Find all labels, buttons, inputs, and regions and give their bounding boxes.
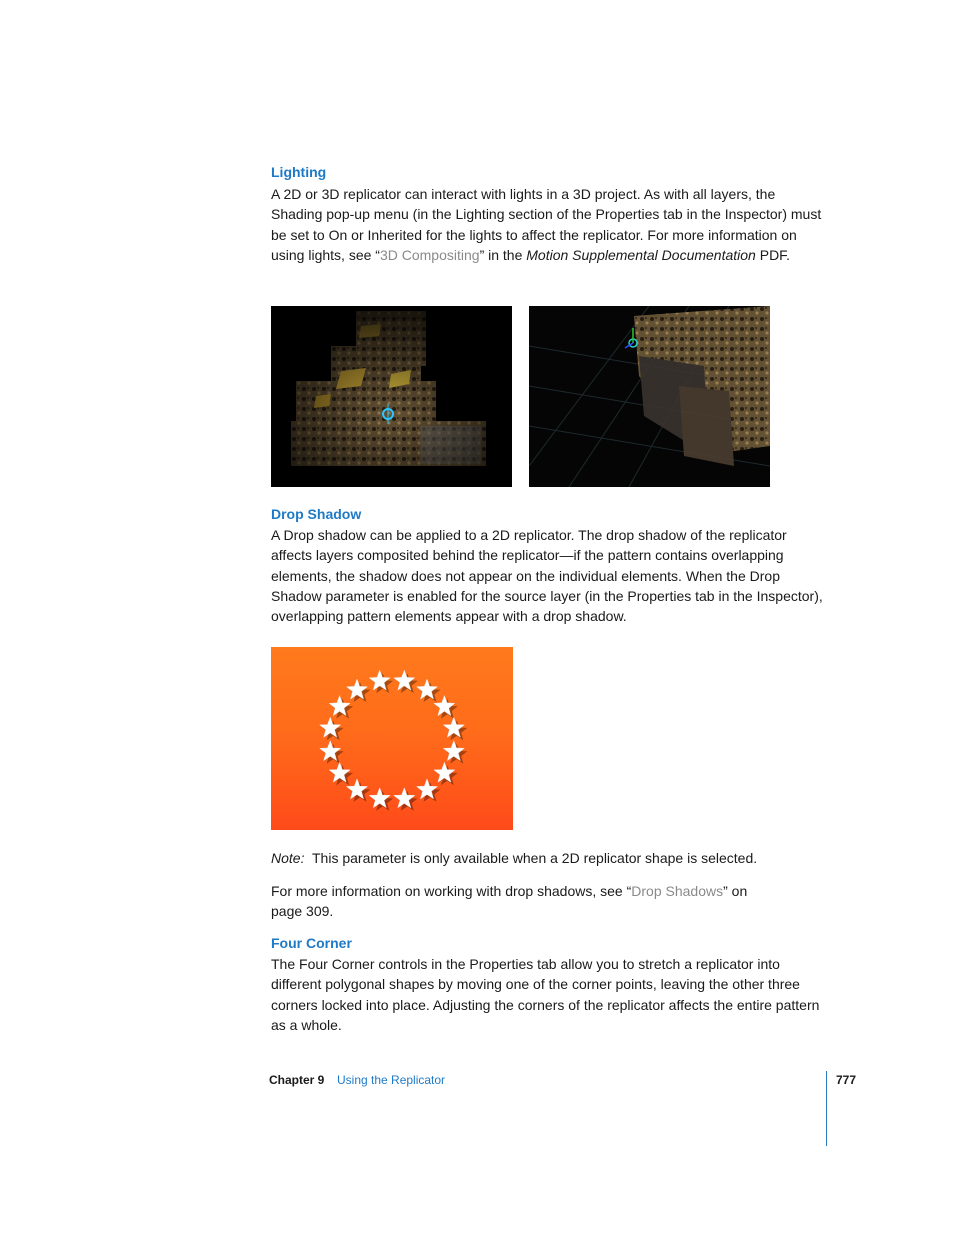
replicator-2d-lighting-image: [271, 306, 512, 487]
drop-shadow-stars-image: [271, 647, 513, 830]
drop-shadows-link[interactable]: Drop Shadows: [631, 883, 724, 899]
more-info-text-end: ” on page 309.: [271, 883, 748, 920]
lighting-paragraph: [271, 184, 826, 265]
four-corner-paragraph: The Four Corner controls in the Properties tab allow you to stretch a replicator into different polygonal shapes by moving one of the corner points, leaving the other three corners locked into place. Adjusting the corners of the replicator affects the entire pattern as a whole.: [271, 956, 820, 1033]
lighting-text: A 2D or 3D replicator can interact with lights in a 3D project. As with all layers, the Shading pop-up menu (in the Lighting section of the Properties tab in the Inspector) must be set to On or Inherited for the lights to affect the replicator. For more information on using lights, see “: [271, 186, 822, 263]
four-corner-heading: Four Corner: [271, 935, 352, 951]
footer-chapter: Chapter 9: [269, 1073, 325, 1087]
note-label: Note:: [271, 850, 305, 866]
supplemental-doc-title: Motion Supplemental Documentation: [526, 246, 756, 263]
note-text: This parameter is only available when a 2D replicator shape is selected.: [312, 850, 758, 866]
drop-shadow-heading: Drop Shadow: [271, 506, 362, 522]
more-info-text: For more information on working with drop shadows, see “: [271, 883, 632, 899]
footer-chapter-title[interactable]: Using the Replicator: [337, 1073, 446, 1087]
drop-shadow-paragraph: A Drop shadow can be applied to a 2D replicator. The drop shadow of the replicator affects layers composited behind the replicator—if the pattern contains overlapping elements, the shadow does not appear on the individual elements. When the Drop Shadow parameter is enabled for the source layer (in the Properties tab in the Inspector), overlapping pattern elements appear with a drop shadow.: [271, 527, 823, 625]
3d-compositing-link[interactable]: 3D Compositing: [379, 246, 480, 263]
more-info-paragraph: [271, 881, 771, 922]
lighting-text-end: PDF.: [755, 246, 791, 263]
replicator-3d-lighting-image: [529, 306, 770, 487]
lighting-text-mid: ” in the: [479, 246, 527, 263]
page-number: 777: [836, 1073, 857, 1087]
footer-rule: [826, 1071, 827, 1146]
note-paragraph: [271, 848, 826, 868]
lighting-heading: Lighting: [271, 164, 327, 180]
